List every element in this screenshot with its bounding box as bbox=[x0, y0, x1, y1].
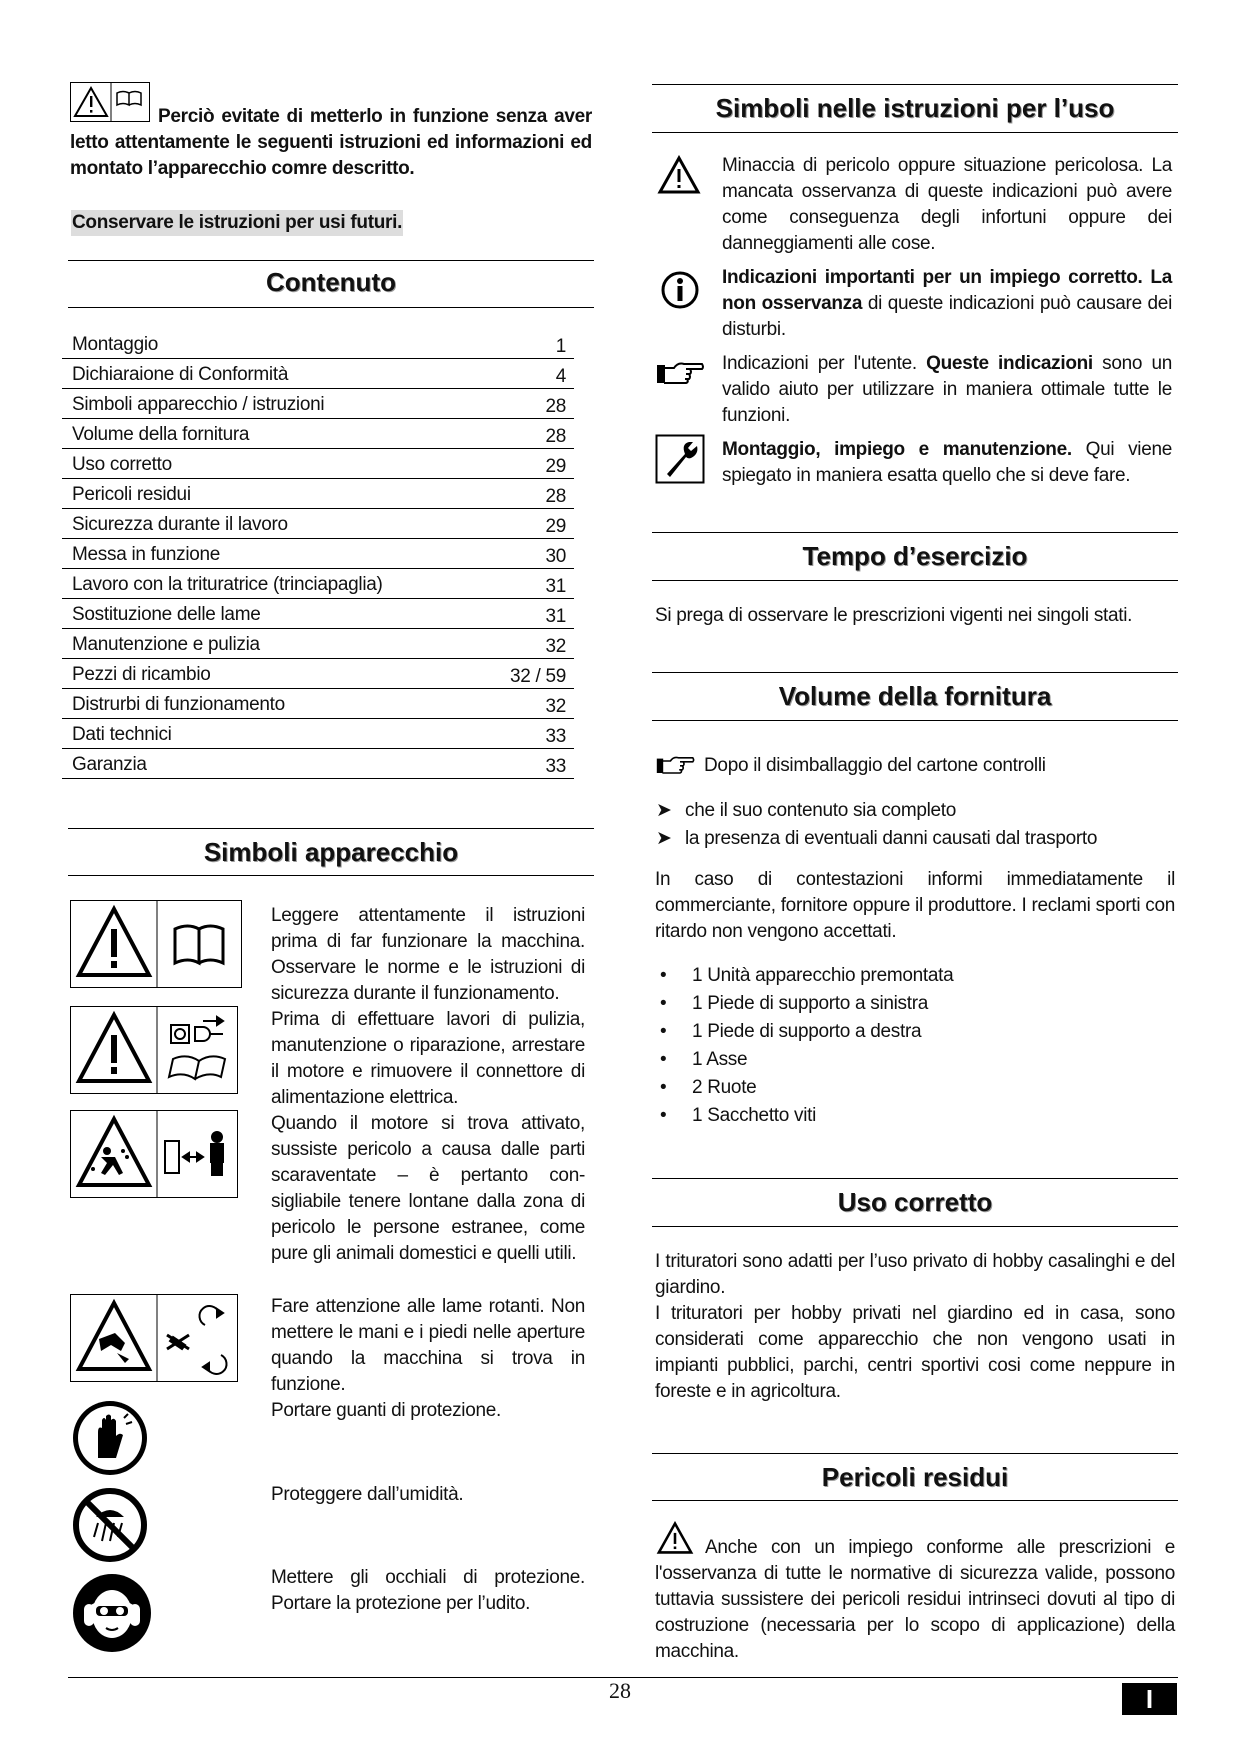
unplug-before-maintenance-symbol bbox=[70, 1006, 238, 1094]
danger-icon bbox=[657, 155, 701, 195]
toc-label: Pezzi di ricambio bbox=[72, 664, 211, 685]
info-rest-text: di queste indicazioni può causare dei disturbi. bbox=[722, 293, 1172, 340]
toc-label: Simboli apparecchio / istruzioni bbox=[72, 394, 325, 415]
toc-page: 1 bbox=[555, 336, 566, 357]
goggles-ear-protection-icon bbox=[70, 1572, 154, 1654]
delivery-bullet: • bbox=[660, 965, 667, 986]
toc-label: Garanzia bbox=[72, 754, 147, 775]
user-hint-rest: sono un valido aiuto per utilizzare in maniera ottimale tutte le funzioni. bbox=[722, 353, 1172, 426]
toc-label: Sostituzione delle lame bbox=[72, 604, 261, 625]
hand-blade-icon bbox=[99, 1333, 129, 1363]
delivery-note: Dopo il disimballaggio del cartone controlli bbox=[704, 755, 1046, 776]
user-hint-pre: Indicazioni per l'utente. bbox=[722, 353, 927, 374]
toc-page: 32 bbox=[545, 696, 566, 717]
operating-time-text: Si prega di osservare le prescrizioni vigenti nei singoli stati. bbox=[655, 605, 1133, 626]
symbol-text-moisture: Proteggere dall’umidità. bbox=[271, 1484, 464, 1505]
toc-page: 33 bbox=[545, 726, 566, 747]
toc-row bbox=[62, 479, 574, 509]
danger-description: Minaccia di pericolo oppure situazione pericolosa. La mancata osservanza di queste indicazioni può avere come conseguenza degli infortuni oppure dei danneggiamenti alle cose. bbox=[722, 155, 1172, 254]
delivery-bullet: • bbox=[660, 993, 667, 1014]
mounting-bold: Montaggio, impiego e manutenzione. bbox=[722, 439, 1072, 460]
toc-label: Distrurbi di funzionamento bbox=[72, 694, 285, 715]
mounting-description bbox=[722, 437, 1172, 489]
device-symbols-title: Simboli apparecchio bbox=[203, 837, 459, 867]
complaint-text: In caso di contestazioni informi immediatamente il commerciante, fornitore oppure il produttore. I reclami sporti con ritardo non vengono accettati. bbox=[655, 869, 1175, 942]
info-bold-text: Indicazioni importanti per un impiego corretto. La non osservanza bbox=[722, 267, 1172, 314]
delivery-item: 1 Piede di supporto a sinistra bbox=[692, 993, 929, 1014]
check-item: ➤ bbox=[656, 800, 672, 821]
check-item: ➤ bbox=[656, 828, 672, 849]
proper-use-title: Uso corretto bbox=[837, 1187, 993, 1217]
toc-label: Lavoro con la trituratrice (trinciapaglia) bbox=[72, 574, 383, 595]
symbol-text-thrown-parts: Quando il motore si trova attivato, sussiste pericolo a causa dalle parti scaraventate – è pertanto con-sigliabile tenere lontane dalla zona di pericolo le persone estranee, come pure gli animali domestici e quelli utili. bbox=[271, 1113, 585, 1264]
wrench-icon bbox=[655, 434, 705, 484]
delivery-bullet: • bbox=[660, 1049, 667, 1070]
residual-risks-title: Pericoli residui bbox=[821, 1462, 1009, 1492]
pointing-hand-icon bbox=[656, 358, 706, 388]
toc-row bbox=[62, 689, 574, 719]
toc-row bbox=[62, 659, 574, 689]
thrown-parts-keep-distance-symbol bbox=[70, 1110, 238, 1198]
no-hands-rotation-icon bbox=[167, 1306, 227, 1374]
toc-row bbox=[62, 569, 574, 599]
proper-use-p2: I trituratori per hobby privati nel giardino ed in casa, sono considerati come apparecchio che non vengono usati in impianti pubblici, parchi, centri sportivi cosi come neppure in foreste e in agricoltura. bbox=[655, 1303, 1175, 1402]
user-hint-bold: Queste indicazioni bbox=[926, 353, 1093, 374]
delivery-item: 2 Ruote bbox=[692, 1077, 757, 1098]
toc-row bbox=[62, 749, 574, 779]
toc-title: Contenuto bbox=[266, 267, 396, 297]
toc-label: Sicurezza durante il lavoro bbox=[72, 514, 288, 535]
rotating-blades-symbol bbox=[70, 1294, 238, 1382]
page-number: 28 bbox=[609, 1678, 631, 1703]
intro-warning-text: Perciò evitate di metterlo in funzione senza aver letto attentamente le seguenti istruzioni ed informazioni ed montato l’apparecchio comre descritto. bbox=[70, 106, 592, 179]
keep-distance-icon bbox=[165, 1132, 223, 1175]
delivery-item: 1 Sacchetto viti bbox=[692, 1105, 817, 1126]
toc-page: 33 bbox=[545, 756, 566, 777]
toc-row bbox=[62, 449, 574, 479]
symbol-text-unplug: Prima di effettuare lavori di pulizia, manutenzione o riparazione, arrestare il motore e rimuovere il connettore di alimentazione elettrica. bbox=[271, 1009, 585, 1108]
keep-instructions-note: Conservare le istruzioni per usi futuri. bbox=[71, 210, 403, 236]
symbol-text-read-manual: Leggere attentamente il istruzioni prima di far funzionare la macchina. Osservare le norme e le istruzioni di sicurezza durante il funzionamento. bbox=[271, 905, 585, 1004]
delivery-bullet: • bbox=[660, 1105, 667, 1126]
toc-page: 28 bbox=[545, 426, 566, 447]
toc-row bbox=[62, 629, 574, 659]
toc-page: 28 bbox=[545, 486, 566, 507]
toc-row bbox=[62, 509, 574, 539]
mounting-rest: Qui viene spiegato in maniera esatta quello che si deve fare. bbox=[722, 439, 1173, 486]
toc-label: Volume della fornitura bbox=[72, 424, 250, 445]
toc-row bbox=[62, 599, 574, 629]
toc-page: 29 bbox=[545, 456, 566, 477]
toc-label: Dichiaraione di Conformità bbox=[72, 364, 289, 385]
info-icon bbox=[660, 270, 700, 310]
toc-label: Pericoli residui bbox=[72, 484, 191, 505]
toc-page: 28 bbox=[545, 396, 566, 417]
toc-page: 31 bbox=[545, 576, 566, 597]
symbol-text-blades: Fare attenzione alle lame rotanti. Non mettere le mani e i piedi nelle aperture quando la macchina si trova in funzione. bbox=[271, 1296, 585, 1395]
proper-use-p1: I trituratori sono adatti per l’uso privato di hobby casalinghi e del giardino. bbox=[655, 1251, 1175, 1298]
user-hint-description bbox=[722, 351, 1172, 429]
check-item-text: la presenza di eventuali danni causati dal trasporto bbox=[685, 828, 1098, 849]
toc-page: 32 bbox=[545, 636, 566, 657]
delivery-item: 1 Piede di supporto a destra bbox=[692, 1021, 922, 1042]
delivery-bullet: • bbox=[660, 1077, 667, 1098]
toc-row bbox=[62, 719, 574, 749]
language-tab: I bbox=[1122, 1683, 1177, 1715]
toc-label: Dati technici bbox=[72, 724, 172, 745]
toc-page: 30 bbox=[545, 546, 566, 567]
toc-page: 32 / 59 bbox=[509, 666, 566, 687]
gloves-icon bbox=[70, 1398, 150, 1478]
operating-time-title: Tempo d’esercizio bbox=[802, 541, 1028, 571]
no-moisture-icon bbox=[70, 1485, 150, 1565]
delivery-bullet: • bbox=[660, 1021, 667, 1042]
toc-label: Montaggio bbox=[72, 334, 159, 355]
delivery-item: 1 Unità apparecchio premontata bbox=[692, 965, 954, 986]
toc-label: Uso corretto bbox=[72, 454, 172, 475]
book-icon bbox=[117, 92, 141, 106]
manual-symbols-title: Simboli nelle istruzioni per l’uso bbox=[715, 93, 1115, 123]
residual-risks-text: Anche con un impiego conforme alle prescrizioni e l'osservanza di tutte le normative di sicurezza valide, possono tuttavia sussistere dei pericoli residui intrinseci dovuti al tipo di costruzione (necessaria per lo scopo di applicazione) della macchina. bbox=[655, 1537, 1175, 1662]
manual-book-icon bbox=[175, 926, 223, 963]
toc-row bbox=[62, 389, 574, 419]
toc-page: 31 bbox=[545, 606, 566, 627]
delivery-item: 1 Asse bbox=[692, 1049, 748, 1070]
read-manual-symbol bbox=[70, 900, 242, 988]
delivery-title: Volume della fornitura bbox=[778, 681, 1052, 711]
plug-icon bbox=[171, 1017, 223, 1043]
toc-row bbox=[62, 329, 574, 359]
toc-row bbox=[62, 419, 574, 449]
toc-row bbox=[62, 359, 574, 389]
manual-book-icon bbox=[169, 1056, 225, 1079]
toc-page: 4 bbox=[555, 366, 566, 387]
info-description bbox=[722, 265, 1172, 343]
symbol-text-gloves: Portare guanti di protezione. bbox=[271, 1400, 502, 1421]
pointing-hand-icon bbox=[655, 753, 697, 777]
toc-row bbox=[62, 539, 574, 569]
toc-page: 29 bbox=[545, 516, 566, 537]
check-item-text: che il suo contenuto sia completo bbox=[685, 800, 957, 821]
symbol-text-goggles: Mettere gli occhiali di protezione. Portare la protezione per l’udito. bbox=[271, 1567, 585, 1614]
toc-label: Messa in funzione bbox=[72, 544, 221, 565]
warning-icon bbox=[79, 1119, 149, 1185]
toc-label: Manutenzione e pulizia bbox=[72, 634, 260, 655]
